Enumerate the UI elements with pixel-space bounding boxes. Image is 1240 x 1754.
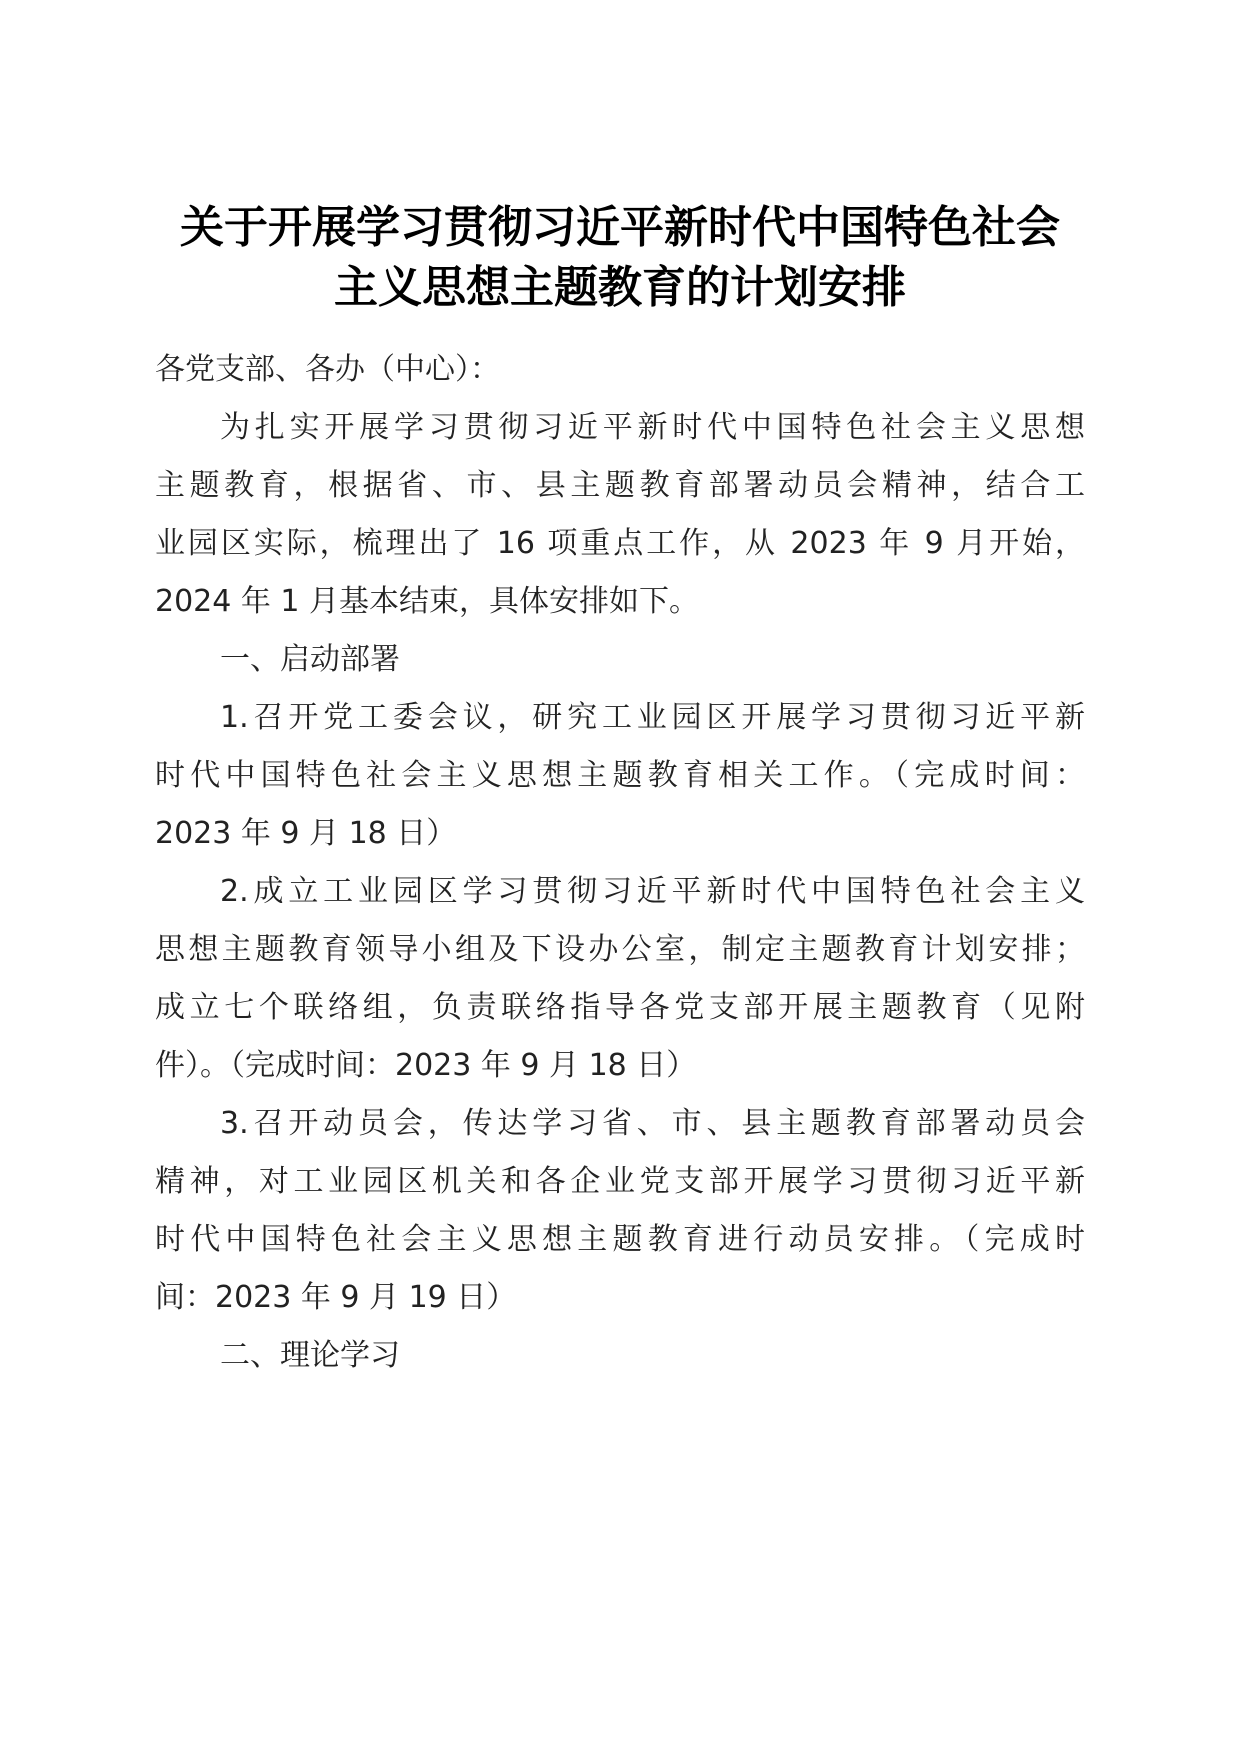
- item-3-line: 间：2023 年 9 月 19 日）: [155, 1280, 517, 1315]
- item-3-line: 时代中国特色社会主义思想主题教育进行动员安排。（完成时: [155, 1222, 1085, 1257]
- intro-line: 业园区实际，梳理出了 16 项重点工作，从 2023 年 9 月开始，: [155, 526, 1085, 561]
- item-1-line: 2023 年 9 月 18 日）: [155, 816, 457, 851]
- item-2-line: 思想主题教育领导小组及下设办公室，制定主题教育计划安排；: [155, 932, 1085, 967]
- salutation: 各党支部、各办（中心）：: [155, 352, 500, 387]
- intro-line: 2024 年 1 月基本结束，具体安排如下。: [155, 584, 700, 619]
- document-title-line-1: 关于开展学习贯彻习近平新时代中国特色社会: [180, 202, 1060, 253]
- item-1-line: 时代中国特色社会主义思想主题教育相关工作。（完成时间：: [155, 758, 1085, 793]
- item-2-line: 2.成立工业园区学习贯彻习近平新时代中国特色社会主义: [220, 874, 1085, 909]
- item-3-line: 3.召开动员会，传达学习省、市、县主题教育部署动员会: [220, 1106, 1085, 1141]
- item-3-line: 精神，对工业园区机关和各企业党支部开展学习贯彻习近平新: [155, 1164, 1085, 1199]
- section-heading-1: 一、启动部署: [220, 642, 400, 677]
- intro-line: 为扎实开展学习贯彻习近平新时代中国特色社会主义思想: [220, 410, 1085, 445]
- section-heading-2: 二、理论学习: [220, 1338, 400, 1373]
- intro-line: 主题教育，根据省、市、县主题教育部署动员会精神，结合工: [155, 468, 1085, 503]
- document-title-line-2: 主义思想主题教育的计划安排: [334, 262, 906, 313]
- item-1-line: 1.召开党工委会议，研究工业园区开展学习贯彻习近平新: [220, 700, 1085, 735]
- item-2-line: 件）。（完成时间：2023 年 9 月 18 日）: [155, 1048, 697, 1083]
- item-2-line: 成立七个联络组，负责联络指导各党支部开展主题教育（见附: [155, 990, 1085, 1025]
